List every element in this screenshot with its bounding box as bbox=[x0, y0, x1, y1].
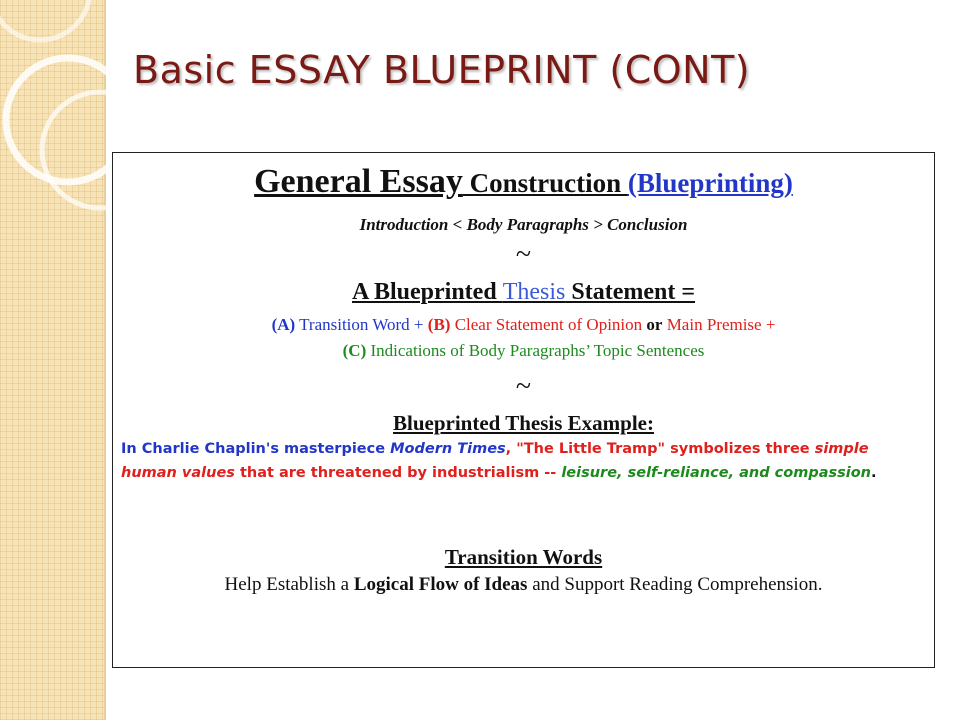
example-topics: leisure, self-reliance, and compassion bbox=[561, 465, 872, 481]
thesis-formula-line-2 bbox=[113, 341, 934, 361]
essay-construction-heading bbox=[113, 163, 934, 201]
formula-c-label: (C) bbox=[342, 341, 367, 360]
tw-body-logical-flow: Logical Flow of Ideas bbox=[353, 574, 528, 595]
formula-premise: Main Premise bbox=[662, 315, 762, 334]
essay-structure-line: Introduction < Body Paragraphs > Conclusion bbox=[359, 215, 688, 234]
formula-b-text: Clear Statement of Opinion bbox=[450, 315, 647, 334]
formula-or: or bbox=[646, 315, 663, 334]
heading-blueprinting: (Blueprinting) bbox=[627, 168, 793, 198]
example-part-1: In Charlie Chaplin's masterpiece bbox=[121, 441, 391, 457]
formula-b-label: (B) bbox=[427, 315, 451, 334]
thesis-formula-line-1 bbox=[113, 315, 934, 335]
thesis-example-text bbox=[121, 437, 928, 485]
transition-words-heading: Transition Words bbox=[444, 545, 603, 569]
slide-title: Basic ESSAY BLUEPRINT (CONT) bbox=[133, 48, 751, 92]
tilde-divider: ~ bbox=[515, 371, 532, 402]
example-film-title: Modern Times bbox=[390, 441, 506, 457]
transition-words-description bbox=[113, 574, 934, 596]
tw-body-part3: and Support Reading Comprehension. bbox=[527, 574, 823, 595]
formula-a-text: Transition Word + bbox=[295, 315, 428, 334]
example-part-4: symbolizes three bbox=[665, 441, 815, 457]
formula-c-text: Indications of Body Paragraphs’ Topic Sentences bbox=[366, 341, 705, 360]
example-values: simple human values bbox=[121, 441, 869, 481]
thesis-heading-thesis: Thesis bbox=[502, 279, 566, 305]
heading-general-essay: General Essay bbox=[254, 163, 463, 200]
thesis-heading-part3: Statement = bbox=[565, 279, 696, 305]
example-period: . bbox=[871, 465, 877, 481]
blueprint-content-box bbox=[112, 152, 935, 668]
formula-plus: + bbox=[761, 315, 776, 334]
formula-a-label: (A) bbox=[271, 315, 296, 334]
heading-construction: Construction bbox=[462, 168, 628, 198]
example-part-6: that are threatened by industrialism -- bbox=[234, 465, 562, 481]
tw-body-part1: Help Establish a bbox=[224, 574, 354, 595]
example-part-3: , "The Little Tramp" bbox=[505, 441, 666, 457]
thesis-statement-heading bbox=[113, 279, 934, 306]
tilde-divider: ~ bbox=[515, 239, 532, 270]
thesis-heading-part1: A Blueprinted bbox=[351, 279, 503, 305]
thesis-example-heading: Blueprinted Thesis Example: bbox=[393, 411, 654, 435]
